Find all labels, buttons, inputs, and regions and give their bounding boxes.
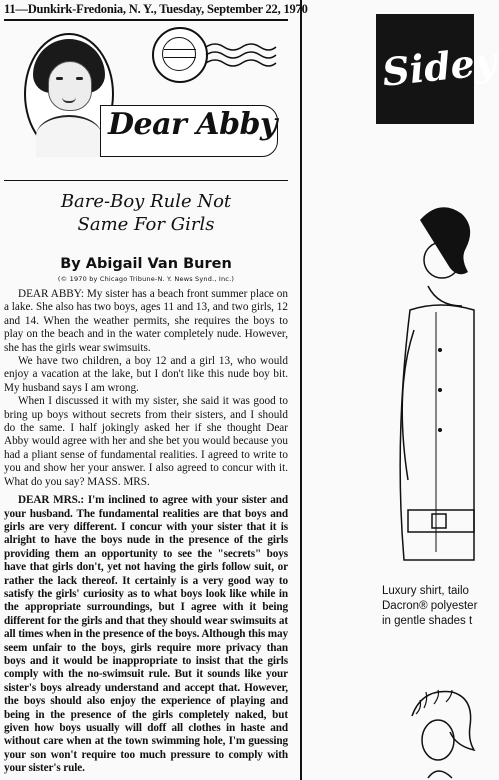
headline-line-1: Bare-Boy Rule Not <box>60 191 232 212</box>
ad-caption-line: Dacron® polyester <box>382 600 478 612</box>
column-masthead <box>12 27 288 177</box>
reply-paragraph: DEAR MRS.: I'm inclined to agree with your sister and your husband. The fundamental realities are that boys and girls are very different. I concur with your sister that it is alright to have the boys nude in the presence of the girls providing them an opportunity to see the "secrets" boys have that girls don't, yet not having the girls follow suit, or rather the lack thereof. It certainly is a very good way to satisfy the girls' curiosity as to what boys look like while in the appropriate surroundings, but I agree with it being different for the girls and that they should wear swimsuits at all times when in the presence of the boys. Although this may seem unfair to the boys, girls require more privacy than boys and it would be inappropriate to insist that the girls comply with the no-swimsuit rule. But it sounds like your sister's boys already understand and accept that. However, the boys should also enjoy the experience of playing and being in the presence of the girls completely naked, but given how boys usually will doff all clothes in haste and without care when at the town swimming hole, I'm guessing your son won't require too much pressure to comply with your sister's rule. <box>4 494 288 775</box>
fashion-illustration-icon <box>380 200 474 580</box>
letter-paragraph: DEAR ABBY: My sister has a beach front summer place on a lake. She also has two boys, ages 11 and 13, and two girls, 12 and 14. When the weather permits, she requires the boys to play on the beach and in the water completely nude. However, she has the girls wear swimsuits. <box>4 288 288 354</box>
ad-caption-line: Luxury shirt, tailo <box>382 585 469 597</box>
byline: By Abigail Van Buren <box>60 256 232 272</box>
advertisement <box>310 0 499 780</box>
cancellation-wave-icon <box>206 41 276 69</box>
ad-caption-line: in gentle shades t <box>382 615 473 627</box>
ad-logo-panel <box>376 14 499 124</box>
column-divider <box>300 0 302 780</box>
headline-line-2: Same For Girls <box>77 214 215 235</box>
dateline: 11—Dunkirk-Fredonia, N. Y., Tuesday, September 22, 1970 <box>4 2 308 16</box>
letter-paragraph: When I discussed it with my sister, she said it was good to bring up boys without secrets from their sisters, and I should do the same. I half jokingly asked her if she thought Dear Abby would agree with her and she bet you would because you had a pliant sense of fundamental realities. I agreed to write to you and show her your answer. I also agreed to concur with it. What do you say? MASS. MRS. <box>4 395 288 488</box>
letter-paragraph: We have two children, a boy 12 and a girl 13, who would enjoy a vacation at the lake, but I don't like this nude boy bit. My husband says I am wrong. <box>4 355 288 394</box>
fashion-sketch-icon <box>398 686 474 780</box>
copyright-notice: (© 1970 by Chicago Tribune-N. Y. News Synd., Inc.) <box>57 275 235 283</box>
article-body <box>4 288 288 776</box>
column-name: Dear Abby <box>108 107 277 142</box>
ad-caption <box>382 584 478 629</box>
postmark-stamp-icon <box>152 27 208 83</box>
dear-abby-column <box>4 0 308 780</box>
top-rule <box>4 19 288 21</box>
article-headline <box>4 190 288 236</box>
ad-logo: Sidey <box>379 38 499 95</box>
masthead-rule <box>4 180 288 181</box>
